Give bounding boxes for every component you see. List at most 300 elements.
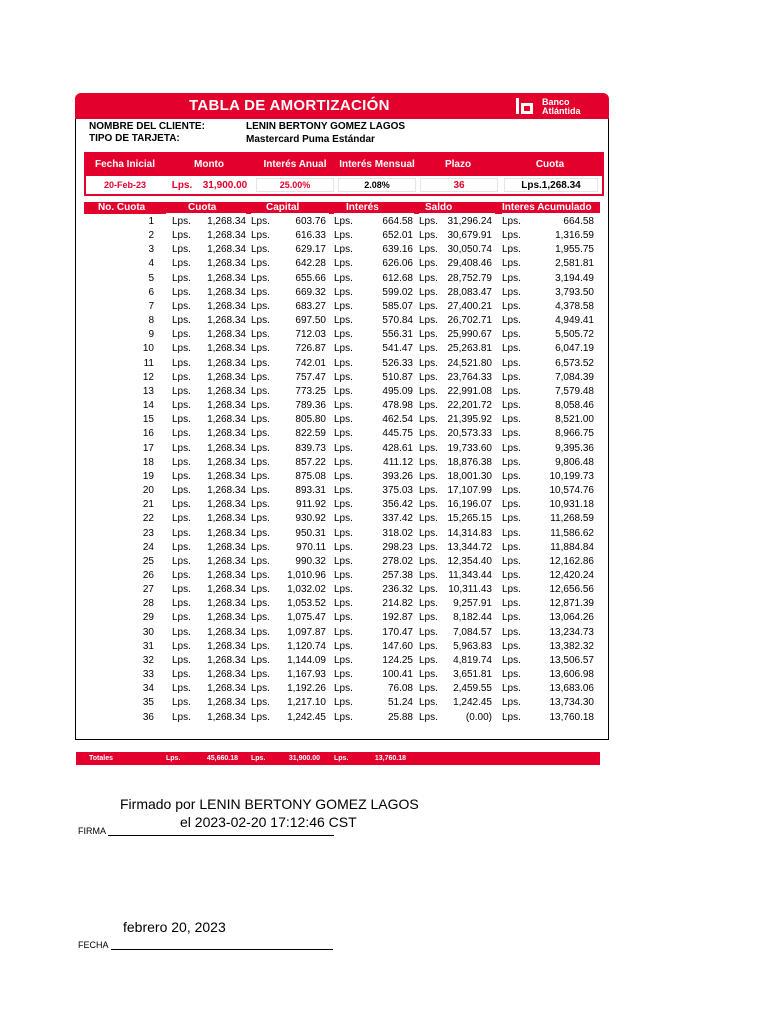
header-no-cuota: No. Cuota [98,202,146,213]
cell-capital: 1,097.87 [287,626,326,638]
cell-cuota: 1,268.34 [207,470,246,482]
table-row [84,484,600,498]
cell-interes: 445.75 [382,428,413,440]
cell-saldo-currency: Lps. [419,683,438,695]
cell-no-cuota: 24 [142,541,154,553]
cell-cuota: 1,268.34 [207,626,246,638]
cell-interes: 652.01 [382,230,413,242]
cell-interes-currency: Lps. [334,428,353,440]
cell-capital: 1,217.10 [287,697,326,709]
cell-saldo: 1,242.45 [453,697,492,709]
cell-no-cuota: 27 [142,584,154,596]
cell-saldo: 5,963.83 [453,640,492,652]
cell-capital: 1,120.74 [287,640,326,652]
table-row [84,314,600,328]
signed-by-text: Firmado por LENIN BERTONY GOMEZ LAGOS [120,796,419,812]
cell-interes: 147.60 [382,640,413,652]
cell-interes-currency: Lps. [334,371,353,383]
cell-interes-acumulado: 13,382.32 [549,640,594,652]
cell-saldo-currency: Lps. [419,428,438,440]
cell-no-cuota: 5 [148,272,154,284]
cell-cuota-currency: Lps. [172,640,191,652]
cell-acumulado-currency: Lps. [502,315,521,327]
summary-interes-anual-value: 25.00% [256,178,334,192]
table-row [84,442,600,456]
cell-saldo-currency: Lps. [419,400,438,412]
cell-interes: 393.26 [382,470,413,482]
table-row [84,243,600,257]
cell-cuota: 1,268.34 [207,385,246,397]
cell-interes-acumulado: 8,966.75 [555,428,594,440]
cell-saldo: 12,354.40 [447,555,492,567]
cell-interes: 664.58 [382,216,413,227]
cell-cuota: 1,268.34 [207,669,246,681]
cell-cuota-currency: Lps. [172,669,191,681]
cell-interes-currency: Lps. [334,584,353,596]
cell-acumulado-currency: Lps. [502,371,521,383]
cell-saldo-currency: Lps. [419,258,438,270]
cell-capital-currency: Lps. [251,541,270,553]
cell-cuota-currency: Lps. [172,626,191,638]
cell-acumulado-currency: Lps. [502,216,521,227]
cell-interes-currency: Lps. [334,499,353,511]
table-row [84,272,600,286]
cell-acumulado-currency: Lps. [502,598,521,610]
cell-saldo-currency: Lps. [419,598,438,610]
cell-interes: 411.12 [383,456,413,468]
sheet-content [75,119,609,762]
cell-saldo-currency: Lps. [419,286,438,298]
cell-saldo: 31,296.24 [447,216,492,227]
cell-interes: 541.47 [382,343,413,355]
totals-capital-currency: Lps. [251,755,266,762]
card-type-value: Mastercard Puma Estándar [246,134,375,145]
cell-capital-currency: Lps. [251,612,270,624]
cell-interes-currency: Lps. [334,442,353,454]
cell-saldo: 7,084.57 [453,626,492,638]
title-bar [75,93,609,119]
cell-interes-currency: Lps. [334,669,353,681]
cell-interes: 375.03 [382,485,413,497]
cell-interes-currency: Lps. [334,640,353,652]
cell-cuota: 1,268.34 [207,286,246,298]
cell-capital: 712.03 [295,329,326,341]
cell-capital-currency: Lps. [251,315,270,327]
cell-no-cuota: 26 [142,570,154,581]
cell-interes-acumulado: 6,047.19 [555,343,594,355]
cell-capital: 839.73 [295,442,326,454]
cell-capital-currency: Lps. [251,258,270,270]
cell-cuota: 1,268.34 [207,315,246,327]
fecha-field [78,940,333,950]
cell-no-cuota: 17 [142,442,154,454]
cell-interes: 626.06 [382,258,413,270]
cell-interes-acumulado: 10,199.73 [549,470,594,482]
cell-cuota: 1,268.34 [207,584,246,596]
cell-capital-currency: Lps. [251,598,270,610]
cell-saldo-currency: Lps. [419,343,438,355]
cell-interes-currency: Lps. [334,258,353,270]
cell-saldo-currency: Lps. [419,541,438,553]
cell-cuota: 1,268.34 [207,499,246,511]
table-row [84,342,600,356]
cell-saldo: 10,311.43 [448,584,492,596]
cell-capital: 930.92 [295,513,326,525]
cell-saldo-currency: Lps. [419,584,438,596]
cell-capital-currency: Lps. [251,272,270,284]
cell-cuota: 1,268.34 [207,244,246,256]
cell-interes: 462.54 [382,414,413,426]
cell-capital-currency: Lps. [251,513,270,525]
cell-interes-acumulado: 10,574.76 [549,485,594,497]
bank-logo-line2: Atlántida [542,106,581,116]
table-row [84,640,600,654]
cell-capital-currency: Lps. [251,654,270,666]
cell-interes-acumulado: 1,955.75 [555,244,594,256]
totals-capital: 31,900.00 [288,755,320,762]
cell-saldo-currency: Lps. [419,315,438,327]
cell-capital: 773.25 [295,385,326,397]
table-row [84,215,600,229]
cell-saldo: 28,752.79 [447,272,492,284]
cell-interes-acumulado: 11,586.62 [550,527,594,539]
cell-capital-currency: Lps. [251,385,270,397]
cell-saldo-currency: Lps. [419,527,438,539]
cell-cuota: 1,268.34 [207,640,246,652]
cell-capital: 990.32 [295,555,326,567]
cell-saldo: 4,819.74 [453,654,492,666]
cell-no-cuota: 13 [142,385,154,397]
table-row [84,583,600,597]
cell-cuota: 1,268.34 [207,371,246,383]
cell-interes: 585.07 [382,300,413,312]
cell-no-cuota: 6 [148,286,154,298]
cell-no-cuota: 9 [148,329,154,341]
table-row [84,569,600,583]
cell-saldo: 14,314.83 [447,527,492,539]
table-row [84,696,600,710]
cell-no-cuota: 32 [142,654,154,666]
cell-interes: 278.02 [382,555,413,567]
cell-interes-acumulado: 13,234.73 [549,626,594,638]
table-row [84,711,600,725]
cell-saldo: 13,344.72 [447,541,492,553]
cell-capital: 1,032.02 [287,584,326,596]
cell-cuota: 1,268.34 [207,654,246,666]
table-row [84,611,600,625]
table-row [84,357,600,371]
cell-interes-currency: Lps. [334,598,353,610]
loan-summary [84,152,604,196]
totals-cuota: 45,660.18 [206,755,238,762]
header-saldo: Saldo [425,202,453,213]
cell-capital: 683.27 [295,300,326,312]
cell-interes-acumulado: 13,506.57 [549,654,594,666]
table-row [84,456,600,470]
cell-cuota: 1,268.34 [207,357,246,369]
cell-interes-acumulado: 13,606.98 [549,669,594,681]
cell-capital-currency: Lps. [251,428,270,440]
cell-saldo-currency: Lps. [419,442,438,454]
cell-interes: 214.82 [382,598,413,610]
cell-saldo-currency: Lps. [419,612,438,624]
cell-no-cuota: 31 [142,640,154,652]
cell-interes-acumulado: 11,268.59 [550,513,594,525]
cell-interes-currency: Lps. [334,400,353,412]
cell-no-cuota: 20 [142,485,154,497]
cell-interes-acumulado: 12,420.24 [549,570,594,581]
card-type-label: TIPO DE TARJETA: [89,133,180,144]
signed-at-text: el 2023-02-20 17:12:46 CST [180,814,357,830]
cell-saldo-currency: Lps. [419,456,438,468]
summary-cuota-value: Lps.1,268.34 [504,178,598,192]
cell-interes: 257.38 [382,570,413,581]
cell-capital-currency: Lps. [251,669,270,681]
table-row [84,300,600,314]
cell-capital: 757.47 [295,371,326,383]
cell-interes: 570.84 [382,315,413,327]
cell-interes-currency: Lps. [334,244,353,256]
cell-cuota-currency: Lps. [172,371,191,383]
cell-interes-currency: Lps. [334,329,353,341]
cell-capital-currency: Lps. [251,343,270,355]
cell-cuota-currency: Lps. [172,272,191,284]
cell-acumulado-currency: Lps. [502,669,521,681]
cell-no-cuota: 15 [142,414,154,426]
cell-capital: 603.76 [295,216,326,227]
cell-interes-currency: Lps. [334,626,353,638]
cell-interes-acumulado: 12,871.39 [549,598,594,610]
cell-cuota: 1,268.34 [207,428,246,440]
cell-interes-acumulado: 4,378.58 [555,300,594,312]
cell-no-cuota: 30 [142,626,154,638]
table-row [84,371,600,385]
cell-capital-currency: Lps. [251,414,270,426]
cell-saldo: 9,257.91 [453,598,492,610]
cell-saldo: 24,521.80 [447,357,492,369]
cell-cuota-currency: Lps. [172,584,191,596]
cell-cuota: 1,268.34 [207,343,246,355]
cell-cuota: 1,268.34 [207,442,246,454]
cell-interes-acumulado: 9,806.48 [555,456,594,468]
cell-cuota: 1,268.34 [207,329,246,341]
cell-saldo: 30,050.74 [447,244,492,256]
cell-interes-acumulado: 13,734.30 [549,697,594,709]
cell-cuota-currency: Lps. [172,329,191,341]
cell-saldo: 25,990.67 [447,329,492,341]
summary-monto-value: 31,900.00 [202,179,248,191]
cell-interes-acumulado: 8,521.00 [555,414,594,426]
cell-interes-currency: Lps. [334,485,353,497]
cell-capital: 629.17 [295,244,326,256]
table-row [84,385,600,399]
cell-acumulado-currency: Lps. [502,626,521,638]
cell-acumulado-currency: Lps. [502,414,521,426]
cell-saldo-currency: Lps. [419,669,438,681]
cell-acumulado-currency: Lps. [502,343,521,355]
cell-interes-currency: Lps. [334,654,353,666]
cell-saldo: 29,408.46 [447,258,492,270]
cell-no-cuota: 12 [142,371,154,383]
cell-capital-currency: Lps. [251,329,270,341]
cell-cuota: 1,268.34 [207,697,246,709]
cell-cuota-currency: Lps. [172,315,191,327]
signature-date: febrero 20, 2023 [123,919,226,935]
cell-interes-acumulado: 8,058.46 [555,400,594,412]
cell-interes-currency: Lps. [334,343,353,355]
cell-interes-acumulado: 11,884.84 [550,541,594,553]
cell-cuota-currency: Lps. [172,428,191,440]
amortization-header [84,202,600,215]
cell-no-cuota: 16 [142,428,154,440]
cell-capital: 857.22 [295,456,326,468]
table-row [84,541,600,555]
cell-no-cuota: 3 [148,244,154,256]
cell-capital-currency: Lps. [251,244,270,256]
cell-cuota-currency: Lps. [172,300,191,312]
cell-interes-acumulado: 9,395.36 [555,442,594,454]
firma-field [78,826,334,836]
cell-no-cuota: 14 [142,400,154,412]
cell-saldo-currency: Lps. [419,230,438,242]
cell-cuota-currency: Lps. [172,456,191,468]
cell-cuota-currency: Lps. [172,385,191,397]
cell-acumulado-currency: Lps. [502,570,521,581]
cell-capital-currency: Lps. [251,456,270,468]
cell-saldo-currency: Lps. [419,654,438,666]
totals-interes: 13,760.18 [374,755,406,762]
cell-cuota-currency: Lps. [172,343,191,355]
cell-capital: 742.01 [295,357,326,369]
cell-saldo: 19,733.60 [447,442,492,454]
cell-interes-currency: Lps. [334,470,353,482]
cell-cuota: 1,268.34 [207,527,246,539]
cell-saldo-currency: Lps. [419,357,438,369]
cell-interes: 526.33 [382,357,413,369]
cell-capital: 1,010.96 [287,570,326,581]
table-row [84,328,600,342]
cell-no-cuota: 22 [142,513,154,525]
cell-no-cuota: 28 [142,598,154,610]
cell-interes-acumulado: 10,931.18 [549,499,594,511]
cell-interes-currency: Lps. [334,315,353,327]
table-row [84,682,600,696]
cell-saldo-currency: Lps. [419,470,438,482]
cell-cuota-currency: Lps. [172,485,191,497]
client-name-label: NOMBRE DEL CLIENTE: [89,121,205,132]
cell-saldo-currency: Lps. [419,711,438,723]
cell-interes-acumulado: 12,162.86 [549,555,594,567]
cell-interes: 51.24 [387,697,413,709]
cell-interes: 428.61 [382,442,413,454]
cell-saldo: 16,196.07 [447,499,492,511]
cell-acumulado-currency: Lps. [502,612,521,624]
client-name-value: LENIN BERTONY GOMEZ LAGOS [246,121,406,132]
summary-header-monto: Monto [194,159,224,170]
cell-saldo: 25,263.81 [447,343,492,355]
cell-acumulado-currency: Lps. [502,286,521,298]
cell-cuota-currency: Lps. [172,442,191,454]
cell-interes-currency: Lps. [334,697,353,709]
cell-saldo-currency: Lps. [419,640,438,652]
cell-saldo-currency: Lps. [419,329,438,341]
cell-cuota: 1,268.34 [207,485,246,497]
cell-no-cuota: 35 [142,697,154,709]
cell-saldo: 8,182.44 [453,612,492,624]
cell-interes-currency: Lps. [334,230,353,242]
cell-acumulado-currency: Lps. [502,300,521,312]
summary-header-fecha: Fecha Inicial [94,159,156,170]
cell-capital: 1,192.26 [287,683,326,695]
cell-interes-currency: Lps. [334,612,353,624]
cell-saldo: 27,400.21 [447,300,492,312]
cell-capital: 911.92 [296,499,326,511]
cell-acumulado-currency: Lps. [502,244,521,256]
cell-cuota-currency: Lps. [172,541,191,553]
cell-saldo: 28,083.47 [447,286,492,298]
cell-interes-acumulado: 7,084.39 [555,371,594,383]
cell-interes-currency: Lps. [334,414,353,426]
summary-header-plazo: Plazo [444,159,472,170]
cell-cuota-currency: Lps. [172,244,191,256]
cell-capital-currency: Lps. [251,300,270,312]
amortization-sheet [75,93,609,762]
cell-interes-acumulado: 13,760.18 [549,711,594,723]
cell-interes-acumulado: 13,683.06 [549,683,594,695]
cell-capital: 789.36 [295,400,326,412]
cell-capital: 616.33 [295,230,326,242]
fecha-label: FECHA [78,940,109,950]
cell-acumulado-currency: Lps. [502,272,521,284]
cell-cuota: 1,268.34 [207,216,246,227]
cell-capital-currency: Lps. [251,711,270,723]
header-capital: Capital [266,202,300,213]
table-row [84,527,600,541]
cell-capital-currency: Lps. [251,230,270,242]
summary-header-cuota: Cuota [535,159,565,170]
cell-cuota-currency: Lps. [172,400,191,412]
cell-interes: 298.23 [382,541,413,553]
table-row [84,413,600,427]
cell-capital-currency: Lps. [251,570,270,581]
table-row [84,229,600,243]
cell-saldo: 2,459.55 [453,683,492,695]
cell-saldo: 22,201.72 [447,400,492,412]
cell-capital-currency: Lps. [251,400,270,412]
cell-no-cuota: 21 [142,499,154,511]
cell-saldo: 30,679.91 [447,230,492,242]
cell-cuota: 1,268.34 [207,555,246,567]
cell-saldo-currency: Lps. [419,371,438,383]
cell-interes-currency: Lps. [334,683,353,695]
cell-capital-currency: Lps. [251,442,270,454]
totals-label: Totales [89,755,113,762]
table-row [84,286,600,300]
cell-capital-currency: Lps. [251,286,270,298]
summary-header-interes-mensual: Interés Mensual [339,159,415,170]
cell-capital-currency: Lps. [251,470,270,482]
cell-no-cuota: 25 [142,555,154,567]
cell-saldo-currency: Lps. [419,513,438,525]
cell-no-cuota: 8 [148,315,154,327]
cell-capital-currency: Lps. [251,626,270,638]
cell-cuota-currency: Lps. [172,357,191,369]
document-title: TABLA DE AMORTIZACIÓN [189,97,390,114]
cell-capital: 1,075.47 [287,612,326,624]
cell-interes-currency: Lps. [334,286,353,298]
table-row [84,555,600,569]
totals-cuota-currency: Lps. [166,755,181,762]
